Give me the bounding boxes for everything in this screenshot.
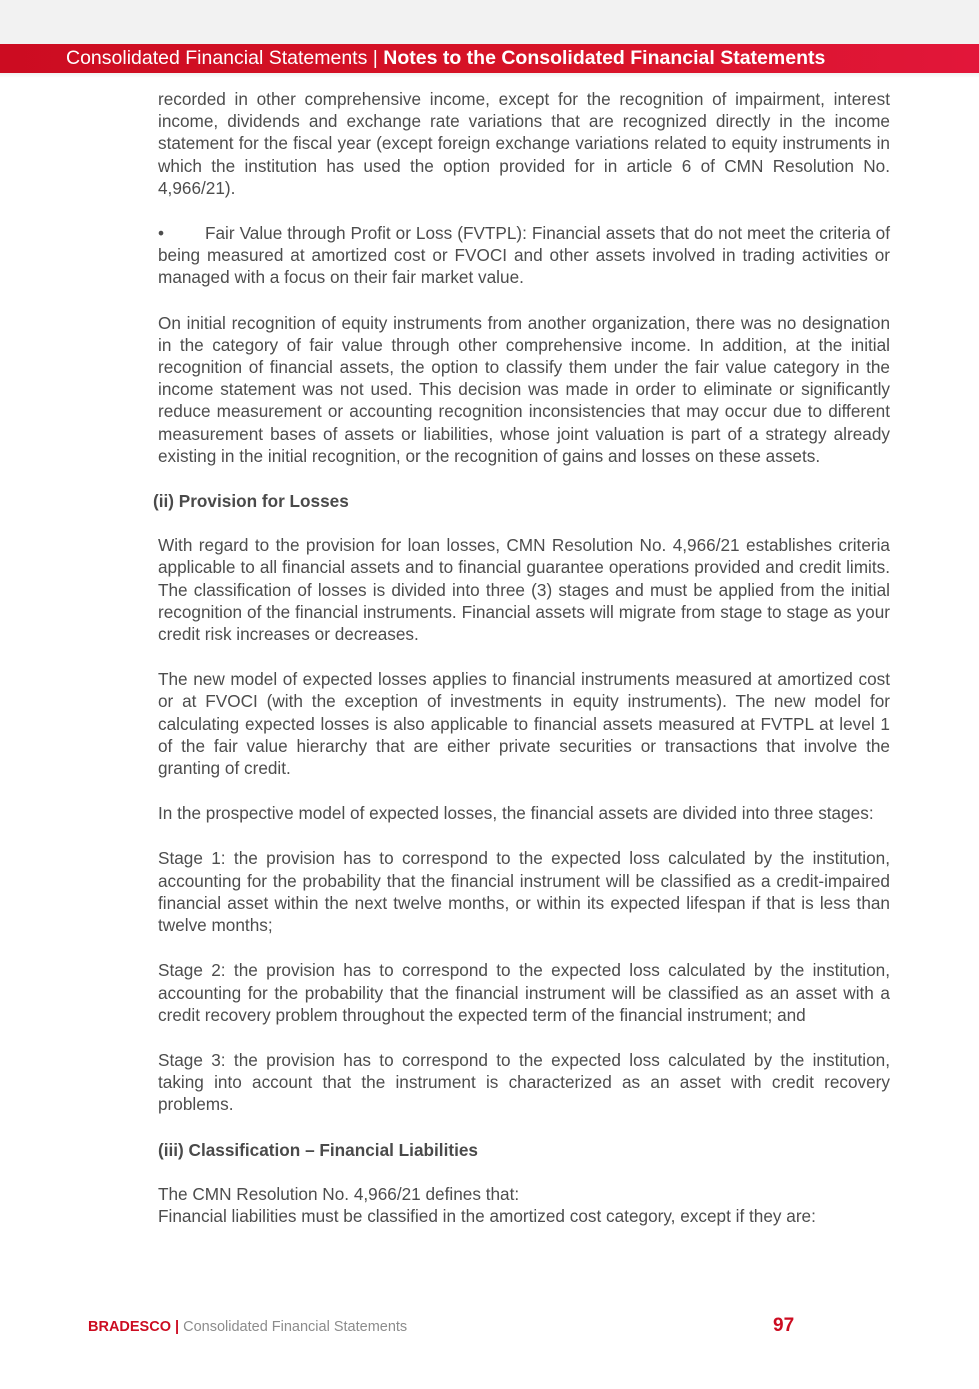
bullet-fvtpl: [158, 222, 890, 289]
heading-provision-for-losses: (ii) Provision for Losses: [153, 491, 349, 512]
header-separator: |: [367, 47, 384, 69]
header-section: Consolidated Financial Statements: [66, 47, 368, 69]
bullet-fvtpl-text: Fair Value through Profit or Loss (FVTPL): Financial assets that do not meet the criteria of being measured at amortized cost or FVOCI and other assets involved in trading activities or managed with a focus on their fair market value.: [158, 223, 890, 288]
paragraph-resolution-defines: The CMN Resolution No. 4,966/21 defines that:: [158, 1183, 520, 1204]
page-footer: [88, 1316, 407, 1338]
paragraph-stage-2: Stage 2: the provision has to correspond to the expected loss calculated by the institution, accounting for the probability that the financial instrument will be classified as an asset with a credit recovery problem throughout the expected term of the financial instrument; and: [158, 960, 890, 1025]
paragraph-fvoci-continued: recorded in other comprehensive income, except for the recognition of impairment, interest income, dividends and exchange rate variations that are recognized directly in the income statement for the fiscal year (except foreign exchange variations related to equity instruments in which the institution has used the option provided for in article 6 of CMN Resolution No. 4,966/21).: [158, 89, 890, 198]
paragraph-initial-recognition: On initial recognition of equity instruments from another organization, there was no designation in the category of fair value through other comprehensive income. In addition, at the initial recognition of financial assets, the option to classify them under the fair value category in the income statement was not used. This decision was made in order to eliminate or significantly reduce measurement or accounting recognition inconsistencies that may occur due to different measurement bases of assets or liabilities, whose joint valuation is part of a strategy already existing in the initial recognition, or the recognition of gains and losses on these assets.: [158, 312, 890, 466]
footer-brand: BRADESCO: [88, 1319, 171, 1335]
page-number: 97: [773, 1315, 795, 1336]
bullet-symbol: •: [158, 223, 165, 244]
footer-title: Consolidated Financial Statements: [183, 1319, 408, 1335]
header-inner: [66, 44, 825, 73]
paragraph-stage-3: Stage 3: the provision has to correspond to the expected loss calculated by the institution, taking into account that the instrument is characterized as an asset with credit recovery problems.: [158, 1049, 890, 1115]
page-header: [0, 44, 979, 73]
footer-separator: |: [170, 1319, 184, 1335]
document-body: [153, 88, 890, 1227]
top-margin-strip: [0, 0, 979, 44]
header-shadow: [0, 73, 979, 78]
header-subsection: Notes to the Consolidated Financial Statements: [383, 47, 826, 69]
paragraph-prospective-model: In the prospective model of expected losses, the financial assets are divided into three stages:: [158, 803, 874, 824]
heading-classification-liabilities: (iii) Classification – Financial Liabilities: [158, 1139, 478, 1160]
paragraph-liabilities-amortized: Financial liabilities must be classified in the amortized cost category, except if they are:: [158, 1205, 816, 1226]
paragraph-stage-1: Stage 1: the provision has to correspond to the expected loss calculated by the institution, accounting for the probability that the financial instrument will be classified as a credit-impaired financial asset within the next twelve months, or within its expected lifespan if that is less than twelve months;: [158, 848, 890, 936]
paragraph-provision-criteria: With regard to the provision for loan losses, CMN Resolution No. 4,966/21 establishes criteria applicable to all financial assets and to financial guarantee operations provided and credit limits. The classification of losses is divided into three (3) stages and must be applied from the initial recognition of the financial instruments. Financial assets will migrate from stage to stage as your credit risk increases or decreases.: [158, 535, 890, 645]
paragraph-new-model: The new model of expected losses applies to financial instruments measured at amortized cost or at FVOCI (with the exception of investments in equity instruments). The new model for calculating expected losses is also applicable to financial assets measured at FVTPL at level 1 of the fair value hierarchy that are either private securities or transactions that involve the granting of credit.: [158, 669, 890, 779]
